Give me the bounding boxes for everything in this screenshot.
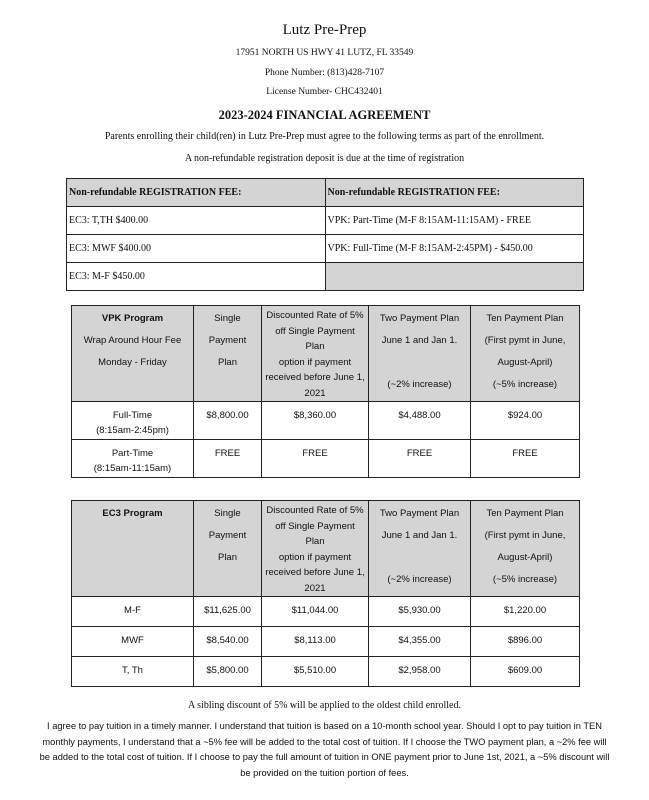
table-row xyxy=(72,657,580,687)
vpk-ten-payment-value: $924.00 xyxy=(471,402,580,440)
ec3-single-value: $11,625.00 xyxy=(194,597,262,627)
header-line: Discounted Rate of 5% xyxy=(266,310,364,321)
vpk-single-value: $8,800.00 xyxy=(194,402,262,440)
ec3-discount-value: $8,113.00 xyxy=(262,627,369,657)
header-line: received before June 1, xyxy=(265,372,365,383)
license-number: License Number- CHC432401 xyxy=(266,87,383,97)
registration-header-right: Non-refundable REGISTRATION FEE: xyxy=(325,179,584,207)
header-line: Plan xyxy=(217,552,237,563)
vpk-two-payment-value: $4,488.00 xyxy=(369,402,471,440)
header-line: Plan xyxy=(217,357,237,368)
vpk-single-value: FREE xyxy=(194,440,262,478)
header-line: (~5% increase) xyxy=(492,574,558,585)
header-line: June 1 and Jan 1. xyxy=(381,335,458,346)
row-label-line: Full-Time xyxy=(112,410,153,421)
table-row xyxy=(72,402,580,440)
row-label-line: (8:15am-2:45pm) xyxy=(96,425,169,436)
vpk-two-payment-value: FREE xyxy=(369,440,471,478)
header-line xyxy=(372,352,467,374)
header-line xyxy=(372,547,467,569)
header-line: August-April) xyxy=(497,357,553,368)
header-line: 2021 xyxy=(304,387,326,399)
header-line: Payment xyxy=(208,335,247,346)
ec3-row-label: MWF xyxy=(72,627,194,657)
agreement-terms: I agree to pay tuition in a timely manner. I understand that tuition is based on a 10-month school year. Should I opt to pay tuition in TEN monthly payments, I understand that a ~5% fee will be added to the total cost of tuition. If I choose the TWO payment plan, a ~2% fee will be added to the total cost of tuition. If I choose to pay the full amount of tuition in ONE payment prior to June 1st, 2021, a ~5% discount will be provided on the tuition portion of fees. xyxy=(39,721,610,778)
vpk-two-payment-header xyxy=(369,306,471,402)
header-line: Ten Payment Plan xyxy=(486,508,564,519)
header-line: off Single Payment Plan xyxy=(275,325,355,352)
header-line: 2021 xyxy=(304,582,326,594)
vpk-row-label xyxy=(72,402,194,440)
agreement-title: 2023-2024 FINANCIAL AGREEMENT xyxy=(218,108,431,122)
vpk-row-label xyxy=(72,440,194,478)
registration-header-left: Non-refundable REGISTRATION FEE: xyxy=(67,179,326,207)
registration-empty-cell xyxy=(325,263,584,291)
vpk-program-title: VPK Program xyxy=(101,313,164,324)
header-line: Ten Payment Plan xyxy=(486,313,564,324)
phone-number: Phone Number: (813)428-7107 xyxy=(264,68,385,78)
ec3-single-value: $5,800.00 xyxy=(194,657,262,687)
ec3-ten-payment-header xyxy=(471,501,580,597)
ec3-discount-header xyxy=(262,501,369,597)
ec3-two-payment-value: $2,958.00 xyxy=(369,657,471,687)
ec3-two-payment-value: $5,930.00 xyxy=(369,597,471,627)
registration-ec3-tth: EC3: T,TH $400.00 xyxy=(67,207,326,235)
intro-text: Parents enrolling their child(ren) in Lutz Pre-Prep must agree to the following terms as part of the enrollment. xyxy=(104,131,545,142)
ec3-two-payment-value: $4,355.00 xyxy=(369,627,471,657)
table-row xyxy=(72,627,580,657)
header-line: (~2% increase) xyxy=(387,379,452,390)
header-line: Payment xyxy=(208,530,247,541)
vpk-ten-payment-header xyxy=(471,306,580,402)
ec3-row-label: M-F xyxy=(72,597,194,627)
header-line: (~5% increase) xyxy=(492,379,558,390)
vpk-discount-value: $8,360.00 xyxy=(262,402,369,440)
ec3-discount-value: $11,044.00 xyxy=(262,597,369,627)
table-row xyxy=(72,440,580,478)
registration-vpk-part-time: VPK: Part-Time (M-F 8:15AM-11:15AM) - FREE xyxy=(325,207,584,235)
registration-ec3-mwf: EC3: MWF $400.00 xyxy=(67,235,326,263)
row-label-line: Part-Time xyxy=(111,448,154,459)
ec3-two-payment-header xyxy=(369,501,471,597)
ec3-ten-payment-value: $896.00 xyxy=(471,627,580,657)
vpk-ten-payment-value: FREE xyxy=(471,440,580,478)
header-line: (First pymt in June, xyxy=(484,530,566,541)
registration-ec3-mf: EC3: M-F $450.00 xyxy=(67,263,326,291)
vpk-program-header xyxy=(72,306,194,402)
table-row xyxy=(72,597,580,627)
ec3-ten-payment-value: $1,220.00 xyxy=(471,597,580,627)
deposit-note: A non-refundable registration deposit is due at the time of registration xyxy=(184,153,465,164)
ec3-row-label: T, Th xyxy=(72,657,194,687)
ec3-ten-payment-value: $609.00 xyxy=(471,657,580,687)
header-line: Two Payment Plan xyxy=(379,313,460,324)
header-line: Single xyxy=(214,313,241,324)
header-line: off Single Payment Plan xyxy=(275,520,355,547)
vpk-discount-value: FREE xyxy=(262,440,369,478)
header-line: (First pymt in June, xyxy=(484,335,566,346)
header-line: received before June 1, xyxy=(265,567,365,578)
header-line: option if payment xyxy=(278,551,352,563)
sibling-discount-note: A sibling discount of 5% will be applied to the oldest child enrolled. xyxy=(187,700,461,711)
row-label-line: (8:15am-11:15am) xyxy=(93,463,172,474)
registration-fee-table xyxy=(66,178,584,291)
header-line: (~2% increase) xyxy=(387,574,452,585)
ec3-discount-value: $5,510.00 xyxy=(262,657,369,687)
vpk-program-days: Monday - Friday xyxy=(98,357,167,368)
ec3-program-header xyxy=(72,501,194,597)
ec3-program-title: EC3 Program xyxy=(102,508,163,519)
header-line: Single xyxy=(214,508,241,519)
ec3-single-value: $8,540.00 xyxy=(194,627,262,657)
vpk-single-header xyxy=(194,306,262,402)
vpk-discount-header xyxy=(262,306,369,402)
header-line: Two Payment Plan xyxy=(379,508,460,519)
header-line: June 1 and Jan 1. xyxy=(381,530,458,541)
ec3-single-header xyxy=(194,501,262,597)
ec3-tuition-table xyxy=(71,500,580,687)
header-line: Discounted Rate of 5% xyxy=(266,505,364,516)
school-name: Lutz Pre-Prep xyxy=(282,22,367,38)
school-address: 17951 NORTH US HWY 41 LUTZ, FL 33549 xyxy=(235,48,414,58)
header-line: option if payment xyxy=(278,356,352,368)
vpk-tuition-table xyxy=(71,305,580,478)
header-line: August-April) xyxy=(497,552,553,563)
registration-vpk-full-time: VPK: Full-Time (M-F 8:15AM-2:45PM) - $450.00 xyxy=(325,235,584,263)
vpk-program-subtitle: Wrap Around Hour Fee xyxy=(83,335,182,346)
